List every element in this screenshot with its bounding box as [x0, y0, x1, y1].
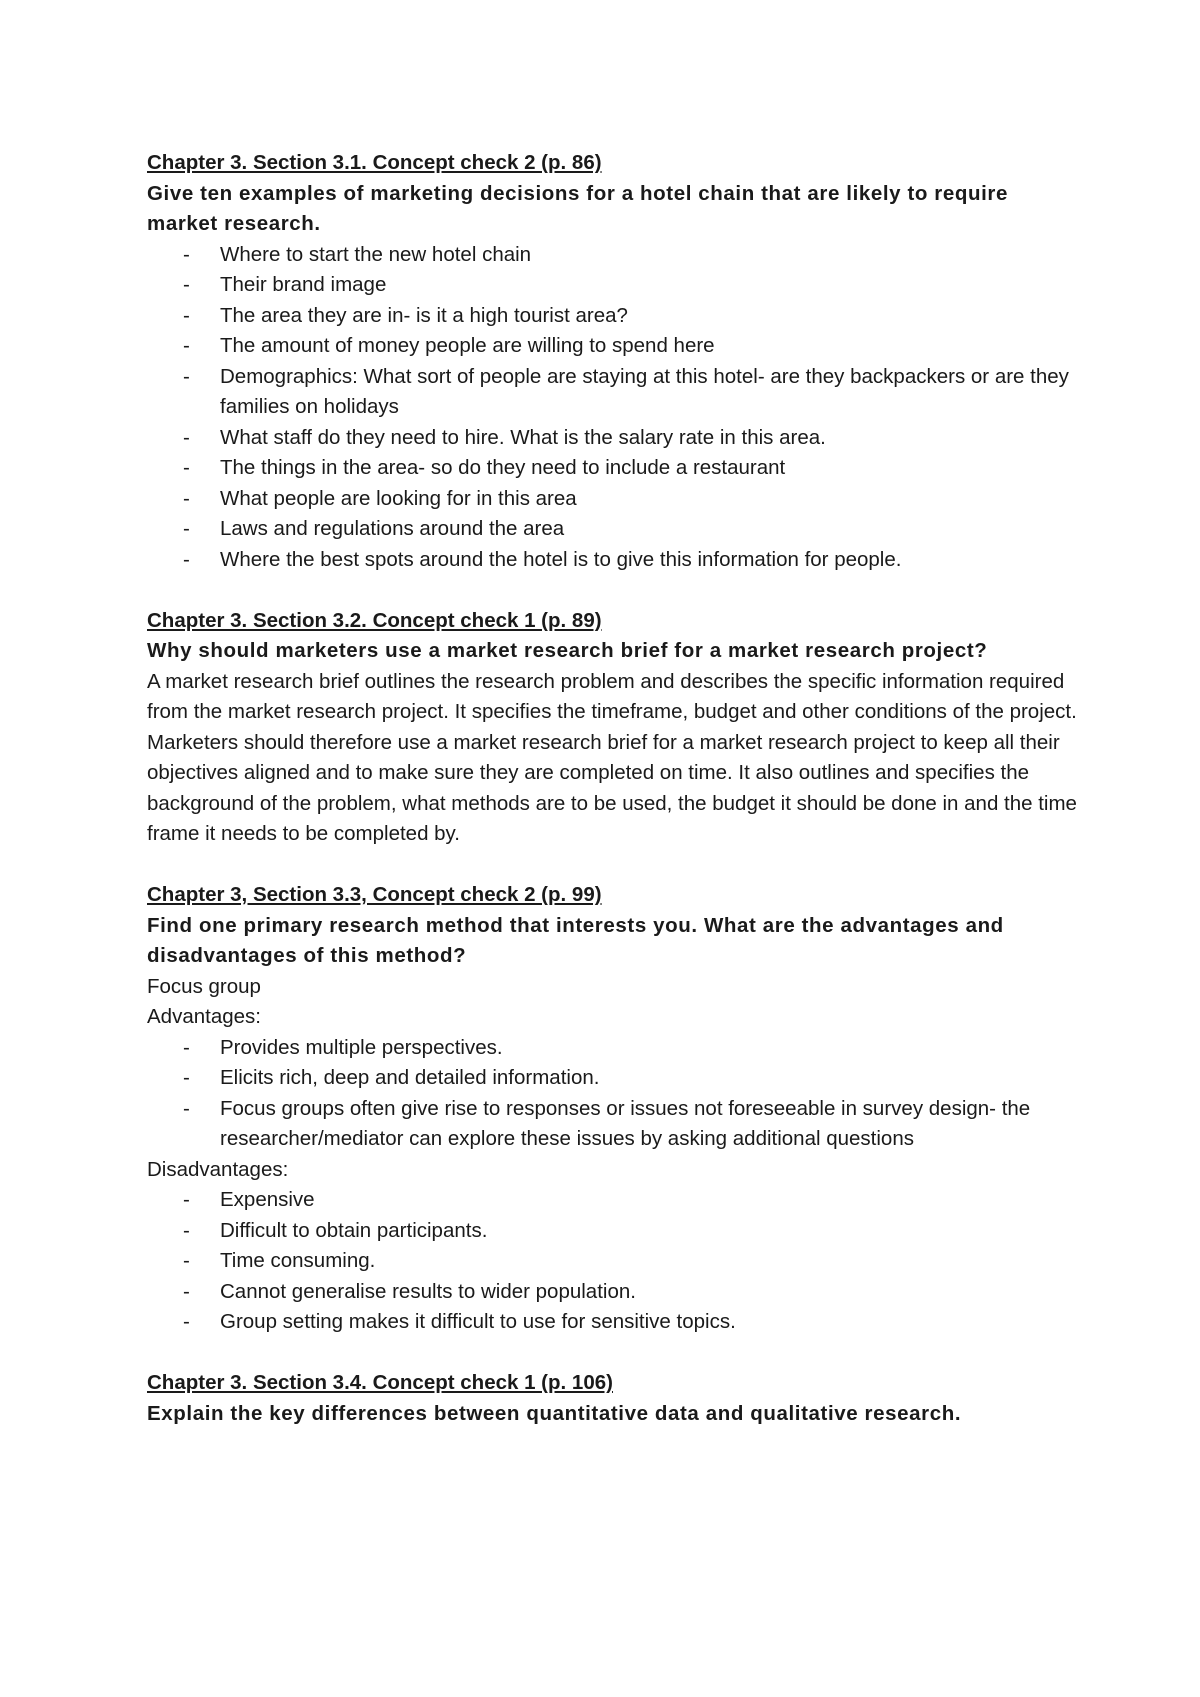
list-item: - Demographics: What sort of people are staying at this hotel- are they backpackers or are they families on holidays [147, 362, 1077, 423]
section-question: Explain the key differences between quantitative data and qualitative research. [147, 1401, 962, 1425]
list-item: - Their brand image [147, 270, 1077, 301]
list-item: - The things in the area- so do they need to include a restaurant [147, 453, 1077, 484]
section-3-4 [147, 1368, 1077, 1429]
section-heading: Chapter 3. Section 3.2. Concept check 1 (p. 89) [147, 608, 602, 632]
list-item: - Where to start the new hotel chain [147, 240, 1077, 271]
disadvantages-list [147, 1185, 1077, 1338]
section-3-2 [147, 606, 1077, 850]
advantages-label: Advantages: [147, 1005, 261, 1028]
list-item: - Elicits rich, deep and detailed information. [147, 1063, 1077, 1094]
section-question: Why should marketers use a market research brief for a market research project? [147, 639, 988, 662]
section-heading: Chapter 3. Section 3.1. Concept check 2 (p. 86) [147, 151, 602, 174]
disadvantages-label: Disadvantages: [147, 1157, 289, 1181]
answer-paragraph: A market research brief outlines the research problem and describes the specific information required from the market research project. It specifies the timeframe, budget and other conditions of the project. Marketers should therefore use a market research brief for a market research project to keep all their objectives aligned and to make sure they are completed on time. It also outlines and specifies the background of the problem, what methods are to be used, the budget it should be done in and the time frame it needs to be completed by. [147, 669, 1077, 845]
list-item: - The amount of money people are willing to spend here [147, 331, 1077, 362]
list-item: - Laws and regulations around the area [147, 514, 1077, 545]
section-question: Give ten examples of marketing decisions for a hotel chain that are likely to require market research. [147, 181, 1008, 235]
list-item: - Provides multiple perspectives. [147, 1033, 1077, 1064]
decision-list [147, 240, 1077, 576]
list-item: - Group setting makes it difficult to use for sensitive topics. [147, 1307, 1077, 1338]
list-item: - The area they are in- is it a high tourist area? [147, 301, 1077, 332]
section-3-1 [147, 148, 1077, 575]
section-3-3 [147, 880, 1077, 1338]
section-question: Find one primary research method that interests you. What are the advantages and disadvantages of this method? [147, 913, 1004, 967]
list-item: - What people are looking for in this area [147, 484, 1077, 515]
method-name: Focus group [147, 974, 261, 998]
section-heading: Chapter 3. Section 3.4. Concept check 1 (p. 106) [147, 1371, 613, 1394]
list-item: - Difficult to obtain participants. [147, 1216, 1077, 1247]
list-item: - Cannot generalise results to wider population. [147, 1277, 1077, 1308]
list-item: - What staff do they need to hire. What is the salary rate in this area. [147, 423, 1077, 454]
advantages-list [147, 1033, 1077, 1155]
document-body [147, 148, 1077, 1429]
list-item: - Focus groups often give rise to responses or issues not foreseeable in survey design- the researcher/mediator can explore these issues by asking additional questions [147, 1094, 1077, 1155]
list-item: - Time consuming. [147, 1246, 1077, 1277]
section-heading: Chapter 3, Section 3.3, Concept check 2 (p. 99) [147, 883, 602, 906]
list-item: - Where the best spots around the hotel is to give this information for people. [147, 545, 1077, 576]
list-item: - Expensive [147, 1185, 1077, 1216]
